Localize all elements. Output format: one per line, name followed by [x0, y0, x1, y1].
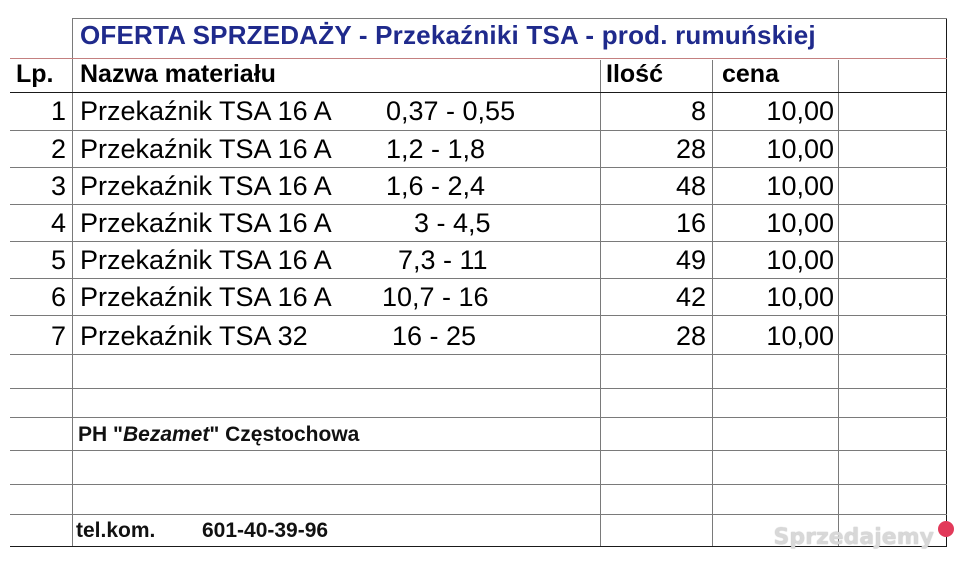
row-lp: 3: [50, 171, 66, 201]
row-name: Przekaźnik TSA 16 A: [80, 96, 332, 126]
row-qty: 48: [675, 171, 706, 201]
row-price: 10,00: [766, 96, 834, 126]
row-qty: 42: [675, 282, 706, 312]
company-name: [78, 424, 359, 445]
row-range: 10,7 - 16: [382, 282, 489, 312]
row-price: 10,00: [766, 245, 834, 275]
grid-line: [10, 167, 947, 168]
row-range: 1,6 - 2,4: [386, 171, 486, 201]
grid-line: [10, 417, 947, 418]
offer-title: OFERTA SPRZEDAŻY - Przekaźniki TSA - prod. rumuńskiej: [80, 20, 816, 50]
row-lp: 6: [50, 282, 66, 312]
grid-line: [10, 278, 947, 279]
row-name: Przekaźnik TSA 16 A: [80, 134, 332, 164]
contact-phone: 601-40-39-96: [202, 519, 329, 542]
grid-line: [10, 388, 947, 389]
row-qty: 28: [675, 134, 706, 164]
row-name: Przekaźnik TSA 16 A: [80, 245, 332, 275]
grid-line: [10, 315, 947, 316]
grid-line: [946, 18, 947, 546]
row-lp: 2: [50, 134, 66, 164]
grid-line: [10, 92, 947, 93]
row-qty: 28: [675, 321, 706, 351]
contact-label: tel.kom.: [76, 519, 156, 542]
row-range: 7,3 - 11: [398, 245, 488, 275]
row-price: 10,00: [766, 282, 834, 312]
row-range: 0,37 - 0,55: [386, 96, 516, 126]
grid-line: [72, 18, 947, 19]
row-price: 10,00: [766, 208, 834, 238]
watermark: Sprzedajemy: [773, 525, 934, 550]
row-range: 1,2 - 1,8: [386, 134, 486, 164]
company-brand: Bezamet: [122, 423, 210, 446]
row-qty: 49: [675, 245, 706, 275]
row-lp: 1: [50, 96, 66, 126]
row-name: Przekaźnik TSA 16 A: [80, 282, 332, 312]
watermark-dot-icon: [938, 521, 954, 537]
grid-line: [838, 60, 839, 546]
grid-line: [10, 354, 947, 355]
row-qty: 8: [690, 96, 706, 126]
row-price: 10,00: [766, 321, 834, 351]
company-suffix: " Częstochowa: [209, 423, 360, 446]
grid-line: [10, 58, 947, 59]
header-qty: Ilość: [606, 60, 663, 88]
header-lp: Lp.: [16, 60, 54, 88]
grid-line: [10, 130, 947, 131]
row-lp: 7: [50, 321, 66, 351]
grid-line: [10, 450, 947, 451]
row-qty: 16: [675, 208, 706, 238]
row-name: Przekaźnik TSA 16 A: [80, 171, 332, 201]
header-name: Nazwa materiału: [80, 60, 276, 88]
grid-line: [10, 514, 947, 515]
row-lp: 4: [50, 208, 66, 238]
row-name: Przekaźnik TSA 32: [80, 321, 308, 351]
row-price: 10,00: [766, 171, 834, 201]
row-price: 10,00: [766, 134, 834, 164]
header-price: cena: [722, 60, 779, 88]
row-lp: 5: [50, 245, 66, 275]
grid-line: [10, 241, 947, 242]
row-range: 3 - 4,5: [414, 208, 491, 238]
grid-line: [10, 484, 947, 485]
grid-line: [10, 204, 947, 205]
company-prefix: PH ": [78, 423, 123, 446]
row-range: 16 - 25: [392, 321, 477, 351]
row-name: Przekaźnik TSA 16 A: [80, 208, 332, 238]
